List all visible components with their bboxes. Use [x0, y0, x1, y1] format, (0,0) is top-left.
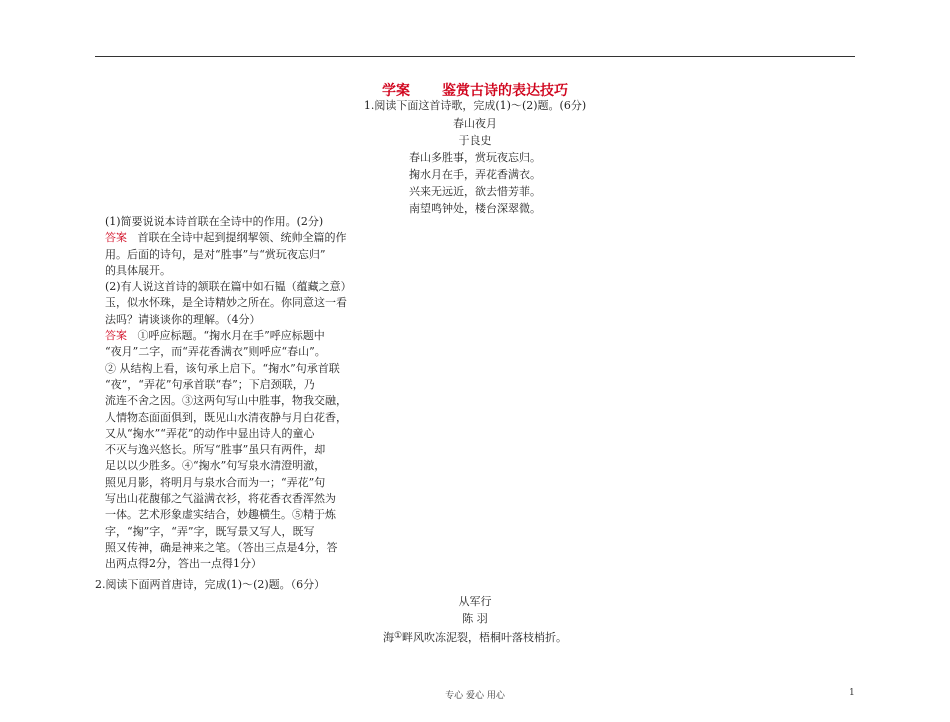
answer-line: 足以以少胜多。④“掬水”句写泉水清澄明澈， [105, 459, 326, 473]
answer-line: 又从“掬水”“弄花”的动作中显出诗人的童心 [105, 426, 315, 440]
answer-line: 照见月影，将明月与泉水合而为一；“弄花”句 [105, 475, 326, 489]
answer-line: 人情物态面面俱到，既见山水清夜静与月白花香， [105, 410, 347, 424]
q1-sub1-text: (1)简要说说本诗首联在全诗中的作用。(2分) [105, 215, 324, 228]
page-title [0, 80, 950, 100]
poem-line: 掬水月在手，弄花香满衣。 [409, 168, 541, 181]
q1-poem-title: 春山夜月 [453, 117, 497, 130]
q2-line-rest: 畔风吹冻泥裂，梧桐叶落枝梢折。 [402, 631, 568, 644]
footer-text: 专心 爱心 用心 [445, 691, 505, 701]
answer-line: 流连不舍之因。③这两句写山中胜事，物我交融， [105, 394, 347, 408]
q1-sub2-line: 玉，似水怀珠，是全诗精妙之所在。你同意这一看 [105, 296, 347, 310]
poem-line: 南望鸣钟处，楼台深翠微。 [409, 202, 541, 215]
answer-line: 的具体展开。 [105, 263, 171, 277]
q1-sub2-line: 法吗？请谈谈你的理解。（4分） [105, 312, 261, 326]
q2-author: 陈 羽 [462, 612, 488, 625]
poem-line: 春山多胜事，赏玩夜忘归。 [409, 151, 541, 164]
answer-line: 出两点得2分，答出一点得1分） [105, 557, 262, 571]
answer-2-first-line [105, 328, 352, 344]
q2-instruction: 2.阅读下面两首唐诗，完成(1)～(2)题。（6分） [95, 578, 326, 591]
answer-label: 答案 [105, 329, 127, 343]
answer-line: 用。后面的诗句，是对“胜事”与“赏玩夜忘归” [105, 247, 326, 261]
answer-line: 一体。艺术形象虚实结合，妙趣横生。⑤精于炼 [105, 508, 336, 522]
title-text: 鉴赏古诗的表达技巧 [442, 83, 568, 99]
answer-1-first-line [105, 230, 352, 246]
answer-line: 不灭与逸兴悠长。所写“胜事”虽只有两件，却 [105, 443, 326, 457]
page-number: 1 [849, 688, 855, 698]
answer-line: “夜”，“弄花”句承首联“春”；下启颈联，乃 [105, 377, 315, 391]
answer-label: 答案 [105, 231, 127, 245]
title-label: 学案 [382, 83, 410, 99]
q1-sub1 [105, 214, 352, 573]
q1-author: 于良史 [458, 134, 492, 147]
answer-line: 字，“掬”字，“弄”字，既写景又写人，既写 [105, 524, 315, 538]
answer-text: 首联在全诗中起到提纲挈领、统帅全篇的作 [137, 231, 347, 245]
answer-line: 照又传神，确是神来之笔。（答出三点是4分，答 [105, 540, 338, 554]
answer-line: 写出山花馥郁之气溢满衣衫，将花香衣香浑然为 [105, 492, 336, 506]
q2-line-start: 海 [382, 631, 394, 644]
answer-text: ①呼应标题。“掬水月在手”呼应标题中 [137, 329, 325, 343]
q1-instruction: 1.阅读下面这首诗歌，完成(1)～(2)题。(6分) [363, 99, 587, 112]
header-rule [95, 56, 855, 57]
q2-poem-line [0, 628, 950, 646]
poem-line: 兴来无远近，欲去惜芳菲。 [409, 185, 541, 198]
footnote-marker: ① [393, 631, 403, 641]
q2-poem-title: 从军行 [458, 595, 492, 608]
q1-sub2-line: (2)有人说这首诗的颔联在篇中如石韫（蕴藏之意） [105, 280, 352, 294]
answer-line: ② 从结构上看，该句承上启下。“掬水”句承首联 [105, 361, 340, 375]
answer-line: “夜月”二字，而“弄花香满衣”则呼应“春山”。 [105, 345, 326, 359]
